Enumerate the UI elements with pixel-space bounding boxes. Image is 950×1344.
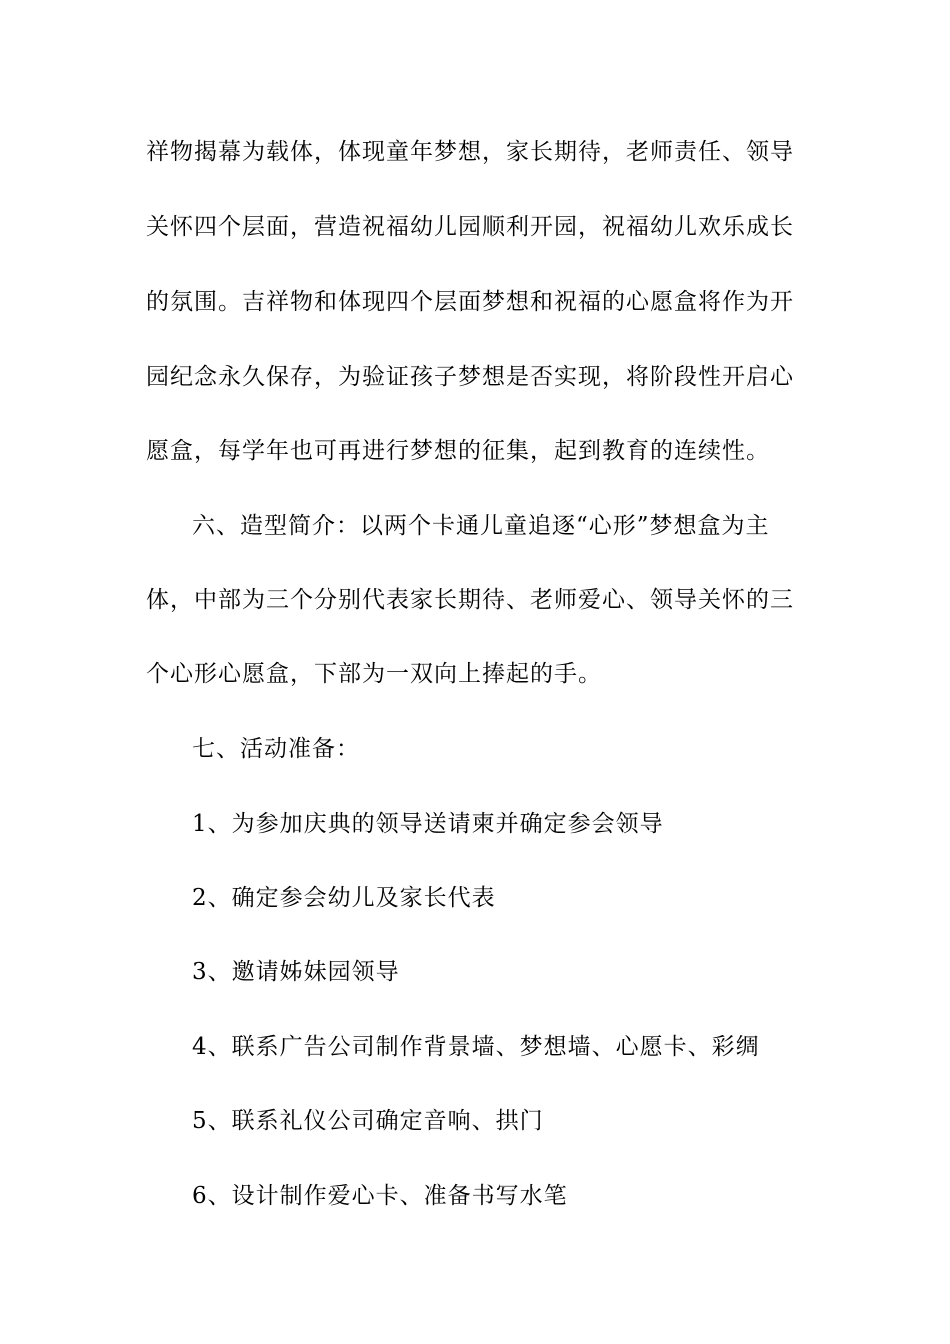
paragraph-line-2: 关怀四个层面，营造祝福幼儿园顺利开园，祝福幼儿欢乐成长	[146, 214, 794, 240]
list-item-5: 5、联系礼仪公司确定音响、拱门	[192, 1108, 544, 1134]
paragraph-line-4: 园纪念永久保存，为验证孩子梦想是否实现，将阶段性开启心	[146, 364, 794, 390]
list-item-1: 1、为参加庆典的领导送请柬并确定参会领导	[192, 811, 664, 837]
section-six-line-3: 个心形心愿盒，下部为一双向上捧起的手。	[146, 661, 602, 687]
section-six-heading-line: 六、造型简介：以两个卡通儿童追逐“心形”梦想盒为主	[192, 513, 770, 539]
paragraph-line-1: 祥物揭幕为载体，体现童年梦想，家长期待，老师责任、领导	[146, 139, 794, 165]
section-six-line-2: 体，中部为三个分别代表家长期待、老师爱心、领导关怀的三	[146, 587, 794, 613]
paragraph-line-3: 的氛围。吉祥物和体现四个层面梦想和祝福的心愿盒将作为开	[146, 289, 794, 315]
list-item-3: 3、邀请姊妹园领导	[192, 959, 400, 985]
section-seven-heading: 七、活动准备：	[192, 736, 360, 762]
list-item-6: 6、设计制作爱心卡、准备书写水笔	[192, 1183, 568, 1209]
paragraph-line-5: 愿盒，每学年也可再进行梦想的征集，起到教育的连续性。	[146, 438, 770, 464]
list-item-2: 2、确定参会幼儿及家长代表	[192, 885, 496, 911]
list-item-4: 4、联系广告公司制作背景墙、梦想墙、心愿卡、彩绸	[192, 1034, 760, 1060]
